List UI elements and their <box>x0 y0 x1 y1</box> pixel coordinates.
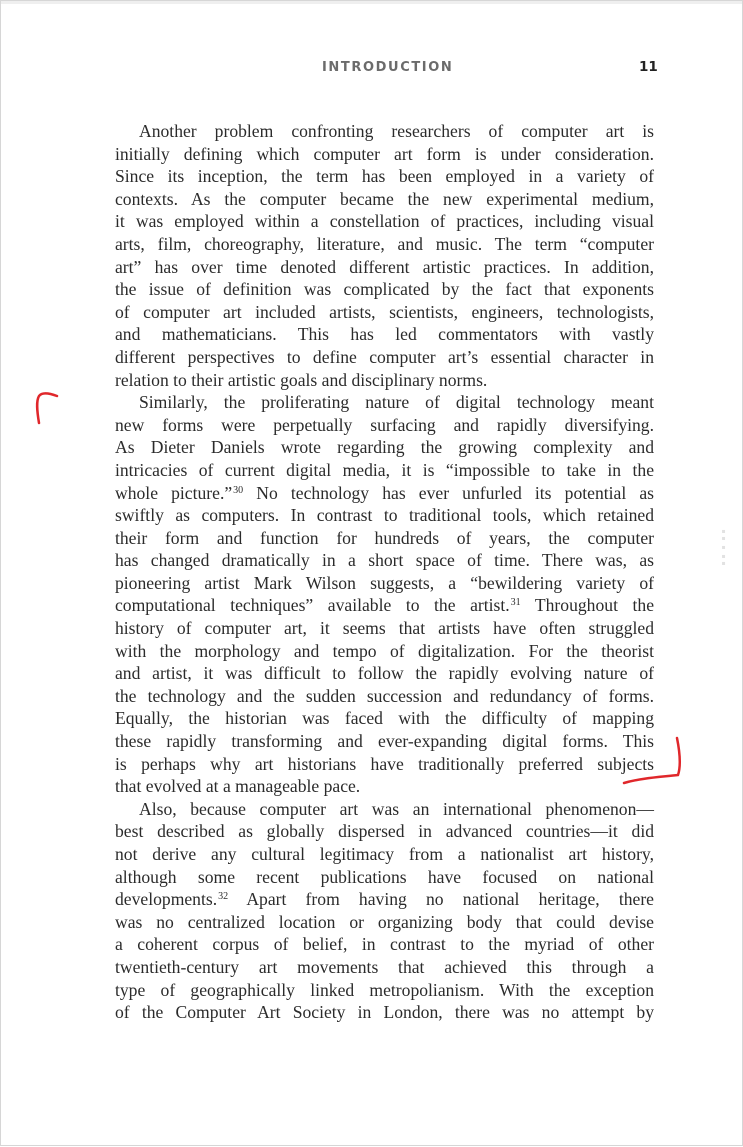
text-line: has changed dramatically in a short space of time. There was, as <box>115 550 654 571</box>
text-line: initially defining which computer art form is under consideration. <box>115 143 654 164</box>
text-line: contexts. As the computer became the new experimental medium, <box>115 188 654 209</box>
body-text <box>115 120 654 1024</box>
text-line: not derive any cultural legitimacy from a nationalist art history, <box>115 844 654 864</box>
text-line: a coherent corpus of belief, in contrast to the myriad of other <box>115 934 654 955</box>
text-line: different perspectives to define computer art’s essential character in <box>115 346 654 367</box>
text-line: Equally, the historian was faced with the difficulty of mapping <box>115 708 654 729</box>
page-number: 11 <box>639 59 658 75</box>
text-line: of the Computer Art Society in London, there was no attempt by <box>115 1002 654 1023</box>
text-line: pioneering artist Mark Wilson suggests, a “bewildering variety of <box>115 572 654 593</box>
running-head <box>1 60 743 80</box>
text-line: art” has over time denoted different artistic practices. In addition, <box>115 256 654 277</box>
text-line: these rapidly transforming and ever-expanding digital forms. This <box>115 731 654 752</box>
bracket-open-mark <box>37 393 57 423</box>
text-line: and artist, it was difficult to follow the rapidly evolving nature of <box>115 663 654 684</box>
text-line: and mathematicians. This has led commentators with vastly <box>115 324 654 345</box>
text-line: Similarly, the proliferating nature of digital technology meant <box>139 392 654 413</box>
text-line <box>115 594 654 617</box>
text-line: arts, film, choreography, literature, and music. The term “computer <box>115 233 654 254</box>
text-line: of computer art included artists, scientists, engineers, technologists, <box>115 301 654 322</box>
text-line <box>115 482 654 505</box>
text-line: Also, because computer art was an international phenomenon— <box>139 798 654 819</box>
text-line: best described as globally dispersed in advanced countries—it did <box>115 821 654 842</box>
paragraph-3 <box>115 798 654 1024</box>
text-line: history of computer art, it seems that artists have often struggled <box>115 618 654 639</box>
text-segment: computational techniques” available to the artist. <box>115 595 510 616</box>
footnote-marker: 32 <box>218 891 229 903</box>
text-line: Since its inception, the term has been employed in a variety of <box>115 166 654 187</box>
text-line: it was employed within a constellation of practices, including visual <box>115 211 654 232</box>
text-segment: No technology has ever unfurled its potential as <box>256 482 654 503</box>
text-line: with the morphology and tempo of digitalization. For the theorist <box>115 640 654 661</box>
text-line <box>115 888 654 911</box>
section-title: INTRODUCTION <box>322 60 454 75</box>
text-segment: whole picture.” <box>115 482 233 503</box>
paragraph-2 <box>115 391 654 798</box>
text-line: that evolved at a manageable pace. <box>115 776 361 797</box>
text-line: the technology and the sudden succession and redundancy of forms. <box>115 685 654 706</box>
text-line: the issue of definition was complicated by the fact that exponents <box>115 279 654 300</box>
paragraph-1 <box>115 120 654 391</box>
footnote-marker: 30 <box>233 484 244 496</box>
text-line: type of geographically linked metropolianism. With the exception <box>115 979 654 1000</box>
text-line: although some recent publications have focused on national <box>115 866 654 887</box>
text-segment: developments. <box>115 889 218 910</box>
text-segment: Throughout the <box>534 595 654 616</box>
text-line: Another problem confronting researchers of computer art is <box>139 121 654 141</box>
text-line: is perhaps why art historians have traditionally preferred subjects <box>115 753 654 774</box>
text-line: As Dieter Daniels wrote regarding the growing complexity and <box>115 437 654 458</box>
text-line: twentieth-century art movements that achieved this through a <box>115 956 654 977</box>
text-line: their form and function for hundreds of years, the computer <box>115 527 654 548</box>
text-segment: Apart from having no national heritage, there <box>246 889 654 910</box>
text-line: relation to their artistic goals and disciplinary norms. <box>115 369 488 390</box>
text-line: was no centralized location or organizing body that could devise <box>115 911 654 932</box>
text-line: new forms were perpetually surfacing and rapidly diversifying. <box>115 414 654 435</box>
footnote-marker: 31 <box>510 597 521 609</box>
text-line: swiftly as computers. In contrast to traditional tools, which retained <box>115 505 654 526</box>
text-line: intricacies of current digital media, it is “impossible to take in the <box>115 459 654 480</box>
page-edge-marks: ▪▪ ▪ ▪▪ <box>720 528 727 567</box>
